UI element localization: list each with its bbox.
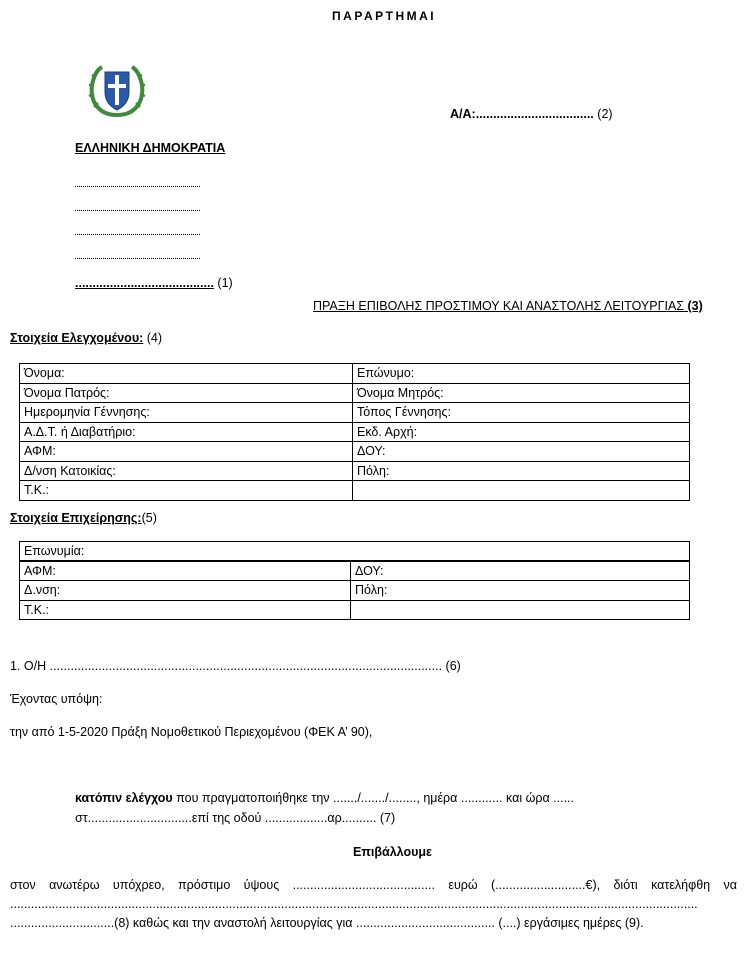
person-field-left: Όνομα Πατρός:: [20, 383, 353, 403]
suspension-line: ..............................(8) καθώς και την αναστολή λειτουργίας για ........................................ (....) εργάσιμες ημέρες (9).: [10, 916, 644, 930]
person-field-left: Όνομα:: [20, 364, 353, 384]
authority-last-dots: ........................................: [75, 276, 214, 290]
person-field-right: [353, 481, 690, 501]
authority-name: ΕΛΛΗΝΙΚΗ ΔΗΜΟΚΡΑΤΙΑ: [75, 141, 226, 155]
fine-word: διότι: [613, 878, 638, 892]
person-field-right: Πόλη:: [353, 461, 690, 481]
person-field-left: Α.Δ.Τ. ή Διαβατήριο:: [20, 422, 353, 442]
business-section-heading: [10, 511, 157, 525]
fine-word: .........................................: [292, 878, 435, 892]
person-details-table: [19, 363, 690, 501]
table-row: [20, 481, 690, 501]
table-row: [20, 600, 690, 620]
item-1-label: 1. Ο/Η: [10, 659, 47, 673]
impose-heading: Επιβάλλουμε: [353, 845, 432, 859]
authority-blank-line-3: [75, 234, 200, 235]
table-row: [20, 561, 690, 581]
business-field-right: Πόλη:: [351, 581, 690, 601]
table-row: [20, 403, 690, 423]
item-1-dots: .................................................................................................................: [49, 659, 443, 673]
fine-word: ευρώ: [448, 878, 478, 892]
person-heading-ref: (4): [146, 331, 163, 345]
authority-blank-line-2: [75, 210, 200, 211]
person-section-heading: [10, 331, 162, 345]
fine-word: στον: [10, 878, 36, 892]
table-row: [20, 383, 690, 403]
considering-text: Έχοντας υπόψη:: [10, 692, 103, 706]
inspection-rest-text: που πραγματοποιήθηκε την ......./......./........, ημέρα ............ και ώρα ......: [176, 791, 574, 805]
person-field-right: ΔΟΥ:: [353, 442, 690, 462]
fine-justified-line: [10, 878, 737, 892]
authority-last-line: [75, 276, 233, 290]
location-text: στ..............................επί της οδού ..................αρ..........: [75, 811, 377, 825]
table-row: [20, 442, 690, 462]
fine-word: να: [723, 878, 737, 892]
person-field-right: Όνομα Μητρός:: [353, 383, 690, 403]
fine-word: κατελήφθη: [651, 878, 711, 892]
inspection-line: [75, 791, 574, 805]
person-field-right: Επώνυμο:: [353, 364, 690, 384]
authority-blank-line-4: [75, 258, 200, 259]
business-field-right: [351, 600, 690, 620]
person-field-right: Τόπος Γέννησης:: [353, 403, 690, 423]
business-details-table: [19, 541, 690, 620]
business-field-left: ΑΦΜ:: [20, 561, 351, 581]
person-field-right: Εκδ. Αρχή:: [353, 422, 690, 442]
table-row: [20, 422, 690, 442]
fine-word: (..........................€),: [491, 878, 601, 892]
protocol-ref: (2): [597, 107, 613, 121]
item-1-line: [10, 659, 461, 673]
fine-word: ύψους: [243, 878, 280, 892]
law-reference-text: την από 1-5-2020 Πράξη Νομοθετικού Περιεχομένου (ΦΕΚ Α’ 90),: [10, 725, 373, 739]
table-row: [20, 364, 690, 384]
protocol-number: [450, 107, 613, 121]
location-line: [75, 811, 395, 825]
business-field-left: Τ.Κ.:: [20, 600, 351, 620]
protocol-dots: ..................................: [475, 107, 594, 121]
fine-word: ανωτέρω: [49, 878, 100, 892]
protocol-label: Α/Α:: [450, 107, 476, 121]
act-title-text: ΠΡΑΞΗ ΕΠΙΒΟΛΗΣ ΠΡΟΣΤΙΜΟΥ ΚΑΙ ΑΝΑΣΤΟΛΗΣ ΛΕΙΤΟΥΡΓΙΑΣ: [313, 299, 685, 313]
item-1-ref: (6): [445, 659, 461, 673]
act-title: [313, 299, 703, 313]
greek-coat-of-arms-icon: [84, 63, 150, 119]
full-dots-line: ......................................................................................................................................................................................................: [10, 897, 698, 911]
fine-word: πρόστιμο: [178, 878, 231, 892]
table-row: [20, 461, 690, 481]
business-heading-ref: (5): [141, 511, 157, 525]
business-heading-text: Στοιχεία Επιχείρησης:: [10, 511, 142, 525]
authority-blank-line-1: [75, 186, 200, 187]
person-heading-text: Στοιχεία Ελεγχομένου:: [10, 331, 144, 345]
person-field-left: Τ.Κ.:: [20, 481, 353, 501]
annex-title: ΠΑΡΑΡΤΗΜΑΙ: [332, 9, 437, 23]
person-field-left: ΑΦΜ:: [20, 442, 353, 462]
person-field-left: Ημερομηνία Γέννησης:: [20, 403, 353, 423]
fine-word: υπόχρεο,: [112, 878, 165, 892]
act-title-ref: (3): [687, 299, 703, 313]
business-name-cell: Επωνυμία:: [20, 542, 690, 562]
table-row: [20, 581, 690, 601]
business-field-right: ΔΟΥ:: [351, 561, 690, 581]
location-ref: (7): [379, 811, 396, 825]
person-field-left: Δ/νση Κατοικίας:: [20, 461, 353, 481]
inspection-bold-text: κατόπιν ελέγχου: [75, 791, 173, 805]
business-field-left: Δ.νση:: [20, 581, 351, 601]
authority-ref: (1): [217, 276, 233, 290]
